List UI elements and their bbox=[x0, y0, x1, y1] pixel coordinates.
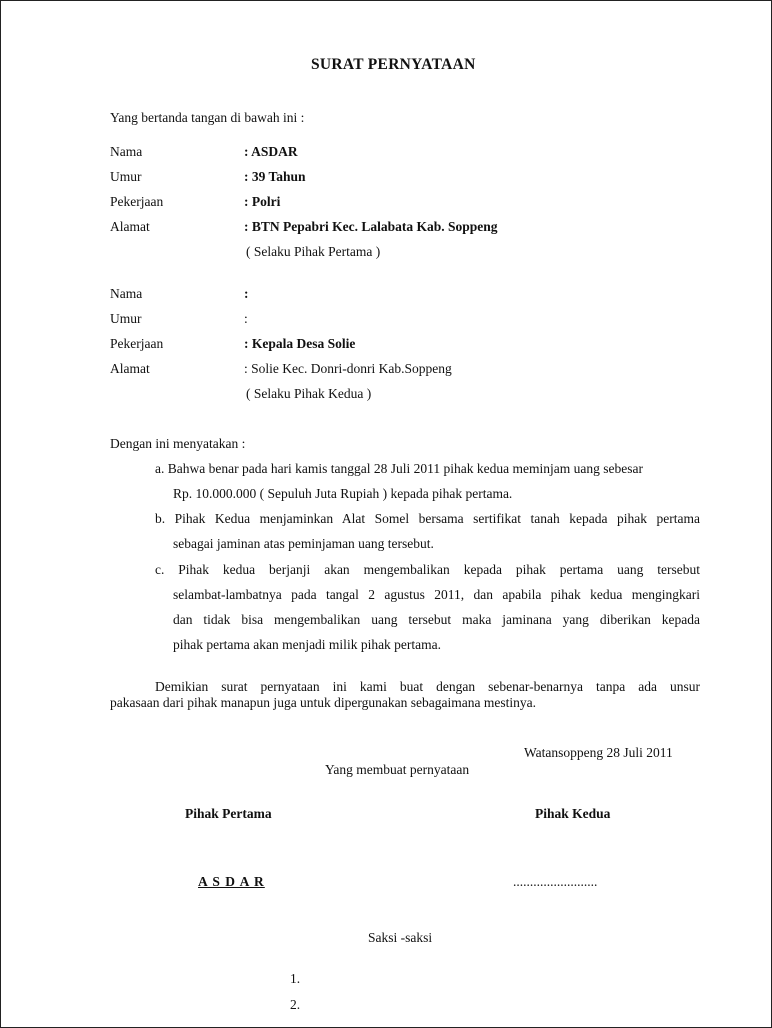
declaration-intro: Dengan ini menyatakan : bbox=[110, 436, 246, 451]
point-b-line: b. Pihak Kedua menjaminkan Alat Somel bersama sertifikat tanah kepada pihak pertama bbox=[155, 511, 700, 526]
field-label: Pekerjaan bbox=[110, 194, 164, 209]
closing-line: pakasaan dari pihak manapun juga untuk dipergunakan sebagaimana mestinya. bbox=[110, 695, 536, 710]
field-label: Alamat bbox=[110, 219, 150, 234]
field-value: : bbox=[244, 311, 248, 326]
place-date: Watansoppeng 28 Juli 2011 bbox=[524, 745, 673, 760]
field-label: Nama bbox=[110, 286, 143, 301]
field-label: Umur bbox=[110, 311, 142, 326]
field-label: Alamat bbox=[110, 361, 150, 376]
closing-line: Demikian surat pernyataan ini kami buat dengan sebenar-benarnya tanpa ada unsur bbox=[155, 679, 700, 694]
field-value: : 39 Tahun bbox=[244, 169, 306, 184]
field-value: : ASDAR bbox=[244, 144, 298, 159]
second-party-signature-label: Pihak Kedua bbox=[535, 806, 611, 821]
first-party-name: A S D A R bbox=[198, 874, 265, 889]
intro-text: Yang bertanda tangan di bawah ini : bbox=[110, 110, 305, 125]
point-a-line: a. Bahwa benar pada hari kamis tanggal 28 Juli 2011 pihak kedua meminjam uang sebesar bbox=[155, 461, 643, 476]
document-title: SURAT PERNYATAAN bbox=[311, 56, 476, 73]
field-label: Pekerjaan bbox=[110, 336, 164, 351]
field-value: : BTN Pepabri Kec. Lalabata Kab. Soppeng bbox=[244, 219, 498, 234]
party-role: ( Selaku Pihak Pertama ) bbox=[246, 244, 381, 259]
point-c-line: c. Pihak kedua berjanji akan mengembalikan kepada pihak pertama uang tersebut bbox=[155, 562, 700, 577]
field-value: : Kepala Desa Solie bbox=[244, 336, 356, 351]
second-party-name: ......................... bbox=[513, 874, 598, 889]
point-a-line: Rp. 10.000.000 ( Sepuluh Juta Rupiah ) kepada pihak pertama. bbox=[173, 486, 513, 501]
maker-caption: Yang membuat pernyataan bbox=[325, 762, 470, 777]
field-value: : Polri bbox=[244, 194, 281, 209]
party-role: ( Selaku Pihak Kedua ) bbox=[246, 386, 372, 401]
field-label: Umur bbox=[110, 169, 142, 184]
point-c-line: selambat-lambatnya pada tangal 2 agustus 2011, dan apabila pihak kedua mengingkari bbox=[173, 587, 700, 602]
witness-item: 2. bbox=[290, 997, 301, 1012]
first-party-signature-label: Pihak Pertama bbox=[185, 806, 272, 821]
witnesses-title: Saksi -saksi bbox=[368, 930, 433, 945]
field-label: Nama bbox=[110, 144, 143, 159]
point-b-line: sebagai jaminan atas peminjaman uang tersebut. bbox=[173, 536, 434, 551]
field-value: : bbox=[244, 286, 249, 301]
witness-item: 1. bbox=[290, 971, 301, 986]
point-c-line: dan tidak bisa mengembalikan uang tersebut maka jaminana yang diberikan kepada bbox=[173, 612, 700, 627]
field-value: : Solie Kec. Donri-donri Kab.Soppeng bbox=[244, 361, 452, 376]
point-c-line: pihak pertama akan menjadi milik pihak pertama. bbox=[173, 637, 442, 652]
